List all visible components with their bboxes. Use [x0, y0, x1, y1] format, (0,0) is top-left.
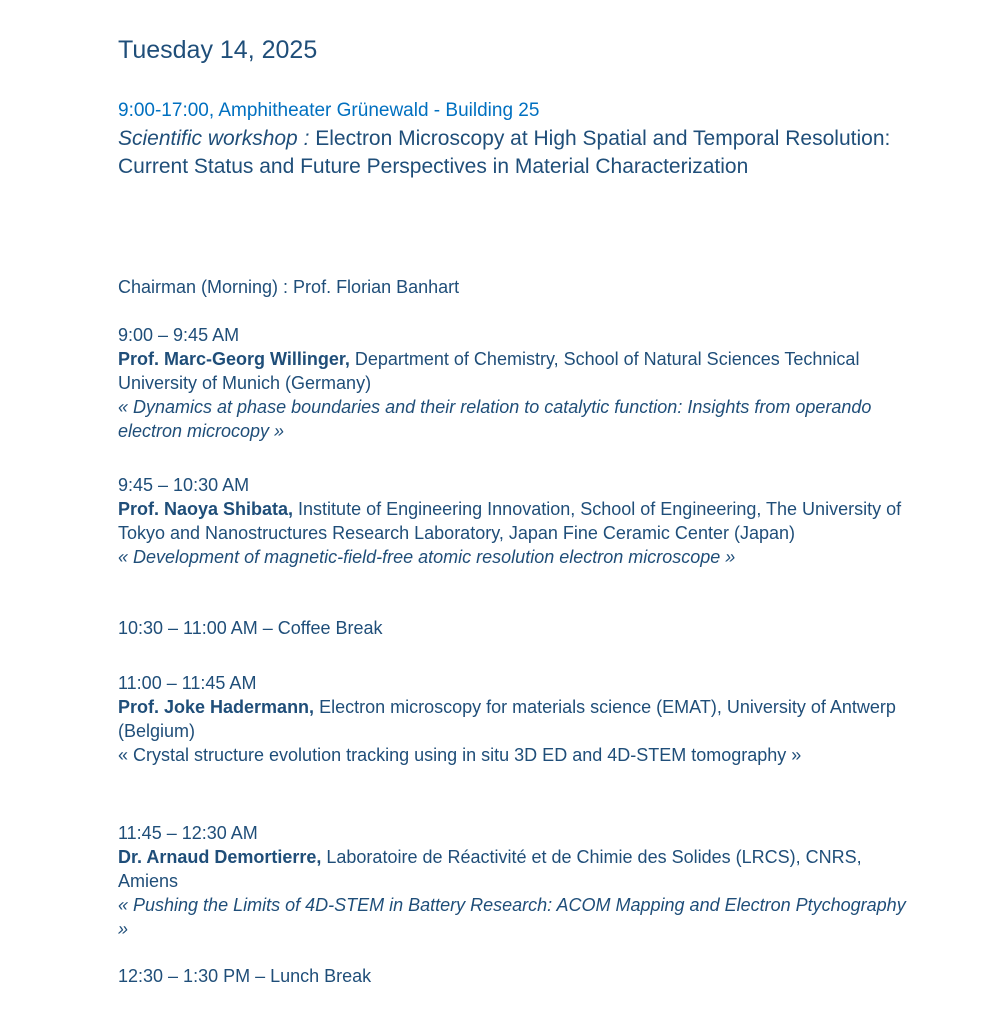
lunch-break: 12:30 – 1:30 PM – Lunch Break [118, 966, 372, 986]
venue-line: 9:00-17:00, Amphitheater Grünewald - Building 25 [118, 100, 540, 121]
talk-title: « Crystal structure evolution tracking using in situ 3D ED and 4D-STEM tomography » [118, 745, 802, 765]
workshop-heading [118, 125, 908, 181]
talk-item [118, 323, 908, 443]
talk-speaker-block [118, 497, 908, 545]
talk-speaker-block [118, 845, 908, 893]
speaker-affiliation: Institute of Engineering Innovation, School of Engineering, The University of Tokyo and Nanostructures Research Laboratory, Japan Fine Ceramic Center (Japan) [118, 499, 902, 543]
speaker-affiliation: Department of Chemistry, School of Natural Sciences Technical University of Munich (Germany) [118, 349, 860, 393]
talk-time: 9:00 – 9:45 AM [118, 325, 240, 345]
talk-title: « Pushing the Limits of 4D-STEM in Battery Research: ACOM Mapping and Electron Ptychography » [118, 895, 906, 939]
talk-title: « Dynamics at phase boundaries and their relation to catalytic function: Insights from operando electron microcopy » [118, 397, 872, 441]
speaker-affiliation: Electron microscopy for materials science (EMAT), University of Antwerp (Belgium) [118, 697, 896, 741]
speaker-name: Prof. Marc-Georg Willinger, [118, 349, 350, 369]
speaker-name: Prof. Naoya Shibata, [118, 499, 294, 519]
speaker-affiliation: Laboratoire de Réactivité et de Chimie des Solides (LRCS), CNRS, Amiens [118, 847, 862, 891]
chairman-line: Chairman (Morning) : Prof. Florian Banhart [118, 277, 460, 297]
talk-speaker-block [118, 695, 908, 743]
talk-item [118, 671, 908, 767]
talk-item [118, 821, 908, 941]
workshop-title: Electron Microscopy at High Spatial and Temporal Resolution: Current Status and Future Perspectives in Material Characterization [118, 127, 891, 178]
talk-speaker-block [118, 347, 908, 395]
day-title: Tuesday 14, 2025 [118, 36, 318, 64]
speaker-name: Dr. Arnaud Demortierre, [118, 847, 322, 867]
talk-item [118, 473, 908, 569]
coffee-break: 10:30 – 11:00 AM – Coffee Break [118, 618, 383, 638]
talk-time: 11:00 – 11:45 AM [118, 673, 257, 693]
workshop-label: Scientific workshop : [118, 127, 310, 150]
talk-time: 11:45 – 12:30 AM [118, 823, 258, 843]
talk-time: 9:45 – 10:30 AM [118, 475, 250, 495]
speaker-name: Prof. Joke Hadermann, [118, 697, 315, 717]
talk-title: « Development of magnetic-field-free atomic resolution electron microscope » [118, 547, 736, 567]
